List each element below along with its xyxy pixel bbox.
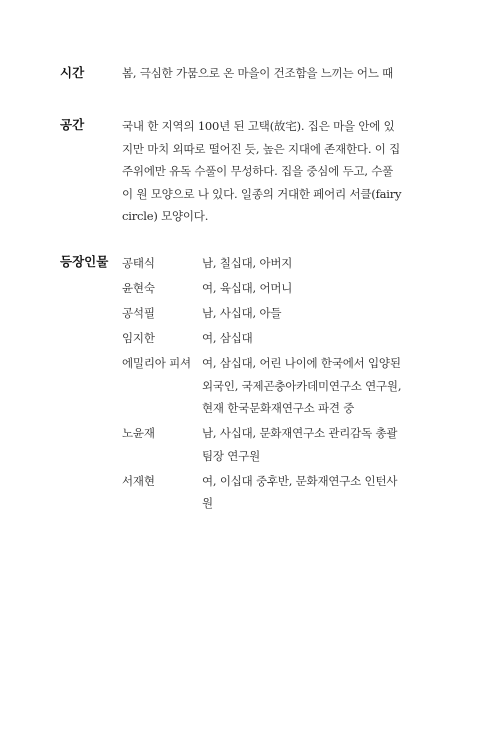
cast-name: 공석필 xyxy=(122,306,155,320)
section-space xyxy=(60,115,440,235)
cast-desc-line: 남, 사십대, 문화재연구소 관리감독 총괄 xyxy=(202,426,398,440)
cast-desc-line: 여, 육십대, 어머니 xyxy=(202,281,293,295)
cast-member xyxy=(122,470,452,515)
cast-desc-line: 팀장 연구원 xyxy=(202,448,260,463)
cast-name: 에밀리아 피셔 xyxy=(122,356,191,370)
cast-name: 노윤재 xyxy=(122,426,155,440)
cast-label: 등장인물 xyxy=(60,254,109,269)
space-label: 공간 xyxy=(60,117,85,132)
space-line: 주위에만 유독 수풀이 무성하다. 집을 중심에 두고, 수풀 xyxy=(122,164,394,178)
cast-member xyxy=(122,352,452,420)
cast-desc xyxy=(202,352,452,420)
cast-list xyxy=(122,252,452,517)
cast-desc-line: 남, 사십대, 아들 xyxy=(202,306,282,320)
space-line: 지만 마치 외따로 떨어진 듯, 높은 지대에 존재한다. 이 집 xyxy=(122,141,401,156)
cast-name: 임지한 xyxy=(122,331,155,345)
cast-desc xyxy=(202,302,452,325)
cast-desc-line: 여, 삼십대, 어린 나이에 한국에서 입양된 xyxy=(202,356,401,370)
cast-desc-line: 현재 한국문화재연구소 파견 중 xyxy=(202,401,355,415)
space-line: 국내 한 지역의 100년 된 고택(故宅). 집은 마을 안에 있 xyxy=(122,119,395,133)
cast-desc xyxy=(202,252,452,275)
time-label: 시간 xyxy=(60,65,85,80)
cast-desc-line: 남, 칠십대, 아버지 xyxy=(202,256,293,270)
space-text xyxy=(122,115,450,228)
cast-desc-line: 여, 삼십대 xyxy=(202,331,253,345)
cast-member xyxy=(122,327,452,350)
cast-member xyxy=(122,302,452,325)
space-line: 이 원 모양으로 나 있다. 일종의 거대한 페어리 서클(fairy xyxy=(122,186,402,201)
cast-name: 서재현 xyxy=(122,473,155,488)
space-line: circle) 모양이다. xyxy=(122,209,209,223)
cast-member xyxy=(122,252,452,275)
cast-desc xyxy=(202,277,452,300)
cast-desc-line: 여, 이십대 중후반, 문화재연구소 인턴사 xyxy=(202,473,398,488)
cast-member xyxy=(122,277,452,300)
cast-name: 공태식 xyxy=(122,256,155,270)
cast-desc xyxy=(202,422,452,467)
cast-name: 윤현숙 xyxy=(122,281,155,295)
cast-desc xyxy=(202,327,452,350)
time-text: 봄, 극심한 가뭄으로 온 마을이 건조함을 느끼는 어느 때 xyxy=(122,66,394,80)
section-time xyxy=(60,63,440,87)
cast-desc xyxy=(202,470,452,515)
section-cast xyxy=(60,252,440,512)
cast-member xyxy=(122,422,452,467)
cast-desc-line: 원 xyxy=(202,496,213,510)
cast-desc-line: 외국인, 국제곤충아카데미연구소 연구원, xyxy=(202,378,402,393)
